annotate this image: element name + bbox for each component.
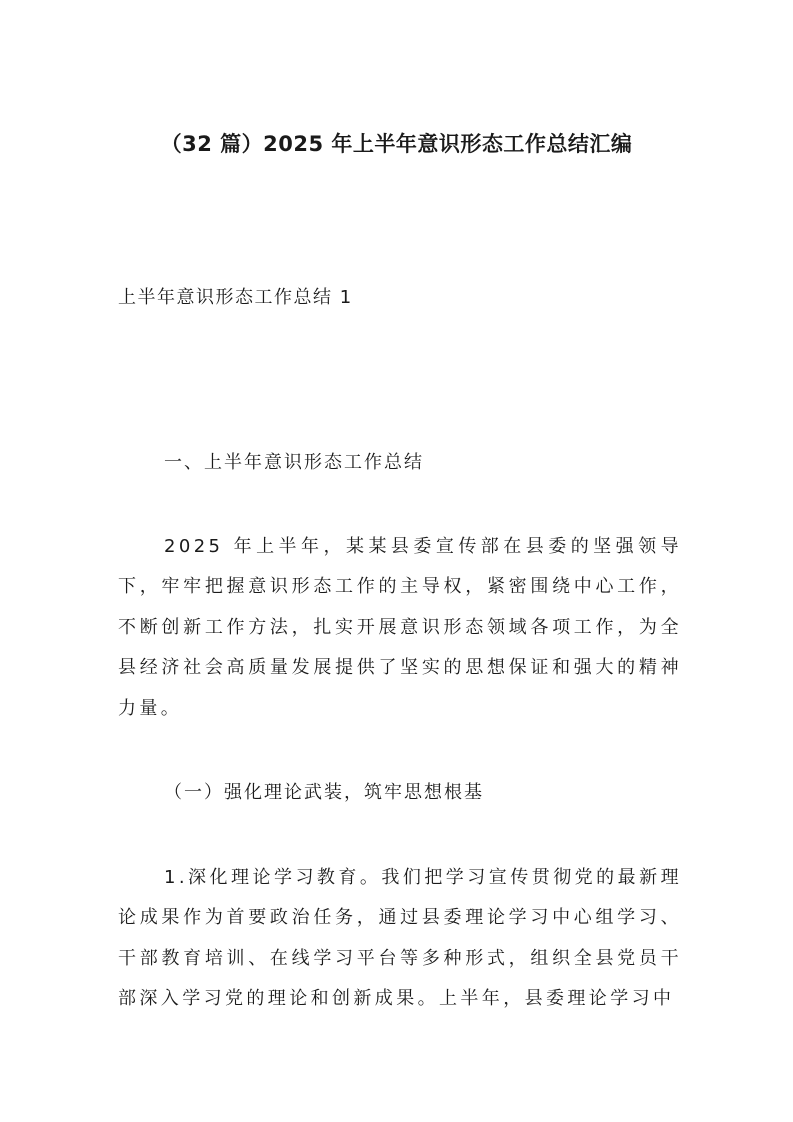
document-subtitle: 上半年意识形态工作总结 1 [118,287,353,308]
section-heading: 一、上半年意识形态工作总结 [164,452,424,473]
intro-paragraph: 2025 年上半年，某某县委宣传部在县委的坚强领导下，牢牢把握意识形态工作的主导权，紧密围绕中心工作，不断创新工作方法，扎实开展意识形态领域各项工作，为全县经济社会高质量发展提供了坚实的思想保证和强大的精神力量。 [118,536,682,719]
item-paragraph: 1.深化理论学习教育。我们把学习宣传贯彻党的最新理论成果作为首要政治任务，通过县委理论学习中心组学习、干部教育培训、在线学习平台等多种形式，组织全县党员干部深入学习党的理论和创新成果。上半年，县委理论学习中 [118,867,682,1010]
document-title: （32 篇）2025 年上半年意识形态工作总结汇编 [160,132,633,156]
subsection-heading: （一）强化理论武装，筑牢思想根基 [164,782,484,803]
